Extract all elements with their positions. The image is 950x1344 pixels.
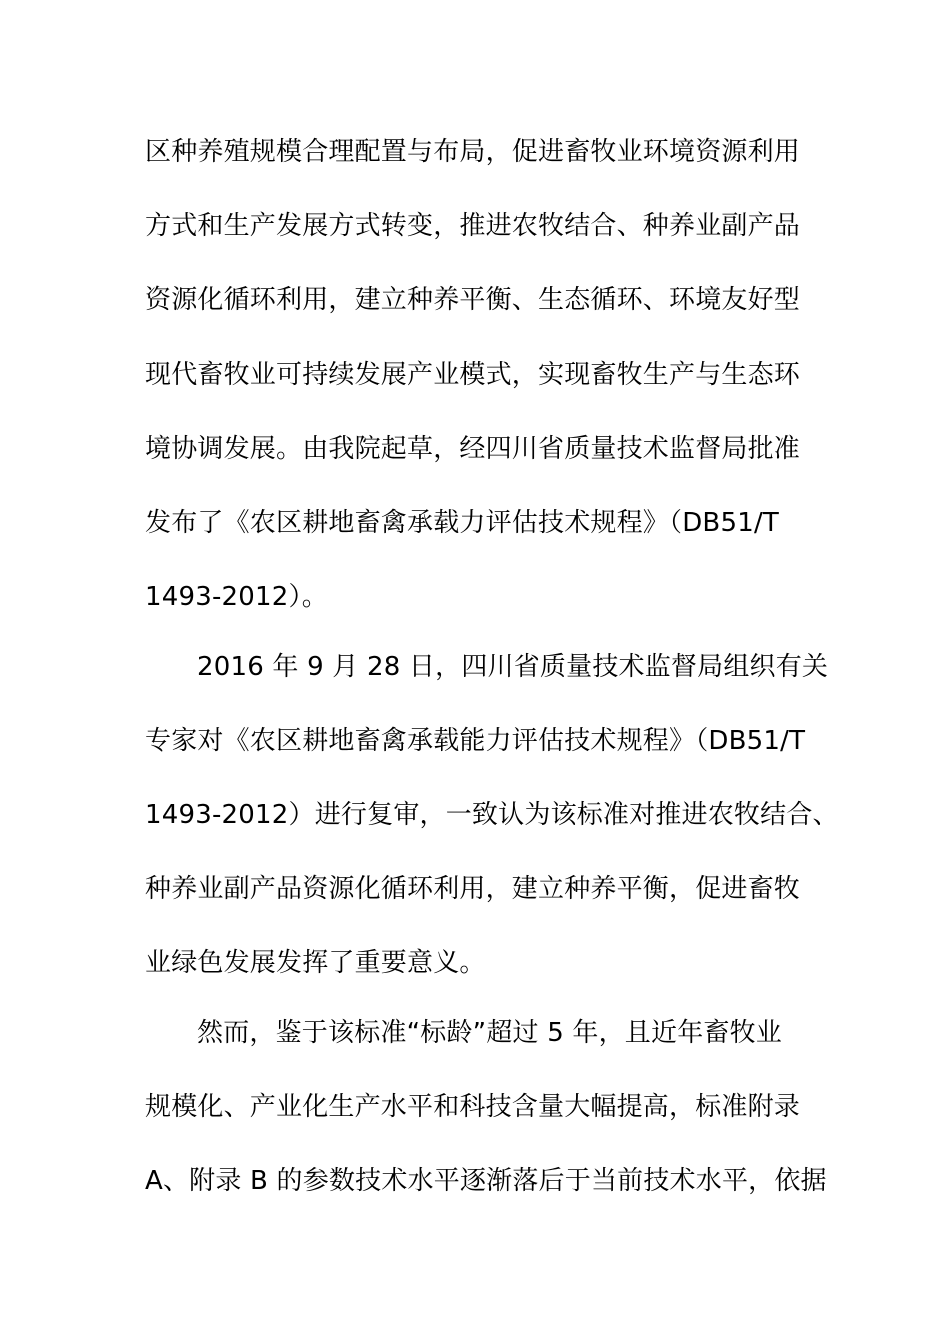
text-line: 规模化、产业化生产水平和科技含量大幅提高，标准附录 (145, 1092, 801, 1122)
text-line: 区种养殖规模合理配置与布局，促进畜牧业环境资源利用 (145, 137, 801, 167)
text-line: 种养业副产品资源化循环利用，建立种养平衡，促进畜牧 (145, 874, 801, 904)
text-line: 1493-2012）进行复审，一致认为该标准对推进农牧结合、 (145, 800, 839, 830)
text-line: 发布了《农区耕地畜禽承载力评估技术规程》（DB51/T (145, 508, 779, 538)
text-line: 2016 年 9 月 28 日，四川省质量技术监督局组织有关 (197, 652, 829, 682)
text-line: A、附录 B 的参数技术水平逐渐落后于当前技术水平，依据 (145, 1166, 827, 1196)
text-line: 现代畜牧业可持续发展产业模式，实现畜牧生产与生态环 (145, 360, 801, 390)
text-line: 方式和生产发展方式转变，推进农牧结合、种养业副产品 (145, 211, 801, 241)
text-line: 1493-2012）。 (145, 582, 328, 612)
text-line: 专家对《农区耕地畜禽承载能力评估技术规程》（DB51/T (145, 726, 806, 756)
text-line: 资源化循环利用，建立种养平衡、生态循环、环境友好型 (145, 285, 801, 315)
text-line: 业绿色发展发挥了重要意义。 (145, 948, 486, 978)
text-line: 境协调发展。由我院起草，经四川省质量技术监督局批准 (145, 434, 801, 464)
text-line: 然而，鉴于该标准“标龄”超过 5 年，且近年畜牧业 (197, 1018, 783, 1048)
